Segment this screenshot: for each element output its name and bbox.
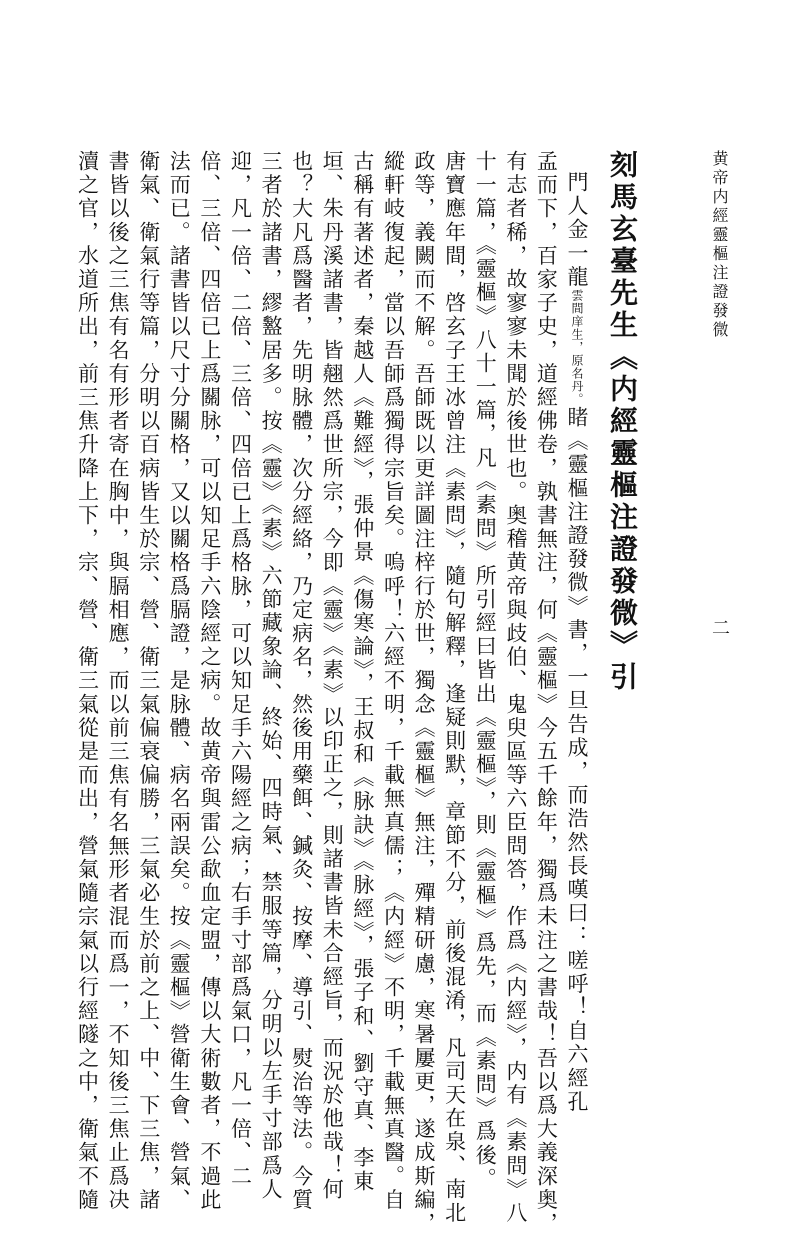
text-column: 瀆之官，水道所出，前三焦升降上下，宗、營、衛三氣從是而出，營氣隨宗氣以行經隧之中，衛氣不隨	[75, 150, 100, 1212]
text-column: 十一篇，《靈樞》八十一篇，凡《素問》所引經曰皆出《靈樞》，則《靈樞》爲先，而《素問》爲後。	[473, 150, 498, 1191]
text-column: 孟而下，百家子史，道經佛卷，孰書無注，何《靈樞》今五千餘年，獨爲未注之書哉！吾以爲大義深奥，	[534, 150, 559, 1236]
page-number: 二	[709, 618, 730, 638]
text-column: 有志者稀，故寥寥未聞於後世也。奥稽黄帝與歧伯、鬼臾區等六臣問答，作爲《内經》，内有《素問》八	[503, 150, 528, 1226]
running-head: 黄帝内經靈樞注證發微	[710, 150, 729, 340]
text-column: 古稱有著述者，秦越人《難經》，張仲景《傷寒論》，王叔和《脉訣》《脉經》，張子和、劉守真、李東	[350, 150, 375, 1194]
text-column: 倍、三倍、四倍已上爲關脉，可以知足手六陰經之病。故黄帝與雷公歃血定盟，傳以大術數者，不過此	[197, 150, 222, 1212]
text-segment: 睹《靈樞注證發微》書，一旦告成，而浩然長嘆曰：嗟呼！自六經孔	[565, 406, 589, 1114]
inline-annotation: 雲間庠生，原名丹。	[570, 289, 584, 406]
text-column: 三者於諸書，繆盭居多。按《靈》《素》六節藏象論、終始、四時氣、禁服等篇，分明以左手寸部爲人	[259, 150, 284, 1202]
text-column: 法而已。諸書皆以尺寸分關格，又以關格爲膈證，是脉體、病名兩誤矣。按《靈樞》營衛生會、營氣、	[167, 150, 192, 1212]
text-column: 垣、朱丹溪諸書，皆翹然爲世所宗，今即《靈》《素》以印正之，則諸書皆未合經旨，而況於他哉！何	[320, 150, 345, 1202]
body-text	[75, 150, 644, 1236]
text-column: 也？大凡爲醫者，先明脉體，次分經絡，乃定病名，然後用藥餌、鍼灸、按摩、導引、熨治等法。今質	[289, 150, 314, 1212]
text-column: 書皆以後之三焦有名有形者寄在胸中，與膈相應，而以前三焦有名無形者混而爲一，不知後三焦止爲决	[106, 150, 131, 1212]
text-column: 政等，義闕而不解。吾師既以更詳圖注梓行於世，獨念《靈樞》無注，殫精研慮，寒暑屢更，遂成斯編，	[412, 150, 437, 1236]
text-column: 迎，凡一倍、二倍、三倍、四倍已上爲格脉，可以知足手六陽經之病；右手寸部爲氣口，凡一倍、二	[228, 150, 253, 1189]
text-column: 縱軒岐復起，當以吾師爲獨得宗旨矣。嗚呼！六經不明，千載無真儒；《内經》不明，千載無真醫。自	[381, 150, 406, 1212]
text-segment: 門人金一龍	[565, 171, 589, 289]
text-column	[561, 150, 592, 1114]
text-column: 唐寶應年間，啓玄子王冰曾注《素問》，隨句解釋，逢疑則默，章節不分，前後混淆，凡司天在泉、南北	[442, 150, 467, 1226]
text-column: 衛氣、衛氣行等篇，分明以百病皆生於宗、營、衛三氣偏衰偏勝，三氣必生於前之上、中、下三焦，諸	[136, 150, 161, 1212]
chapter-title: 刻馬玄臺先生《内經靈樞注證發微》引	[606, 150, 639, 694]
